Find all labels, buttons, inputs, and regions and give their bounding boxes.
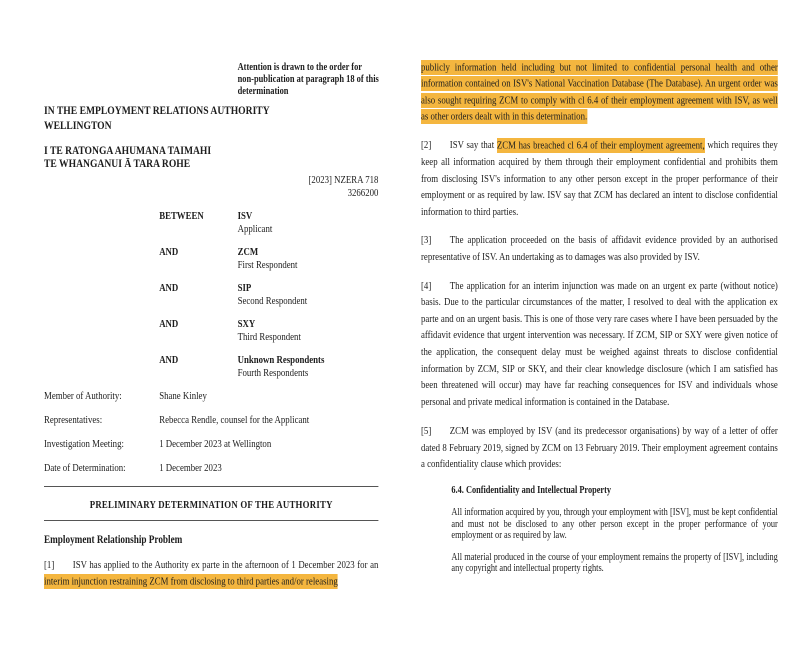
- party-row: [159, 282, 378, 308]
- paragraph-5: [421, 423, 778, 473]
- horizontal-rule: [44, 486, 378, 487]
- paragraph-text: The application proceeded on the basis of affidavit evidence provided by an authorised representative of ISV. An undertaking as to damages was also provided by ISV.: [421, 234, 778, 263]
- paragraph-text: ISV has applied to the Authority ex parte in the afternoon of 1 December 2023 for an: [72, 558, 379, 571]
- detail-row: [44, 390, 378, 403]
- court-heading-line2: WELLINGTON: [44, 117, 112, 132]
- party-role: Second Respondent: [237, 294, 308, 307]
- party-role: Fourth Respondents: [237, 366, 309, 379]
- party-name: Unknown Respondents: [237, 353, 325, 366]
- document-page-right: [421, 59, 778, 585]
- party-value: [238, 282, 308, 308]
- paragraph-2: [421, 137, 778, 220]
- party-name: SIP: [237, 281, 252, 294]
- employment-agreement-quote: [451, 485, 777, 575]
- party-label: AND: [159, 317, 179, 330]
- party-name: ZCM: [237, 245, 259, 258]
- party-row: [159, 246, 378, 272]
- detail-value: Rebecca Rendle, counsel for the Applicant: [159, 413, 310, 426]
- detail-label: Investigation Meeting:: [44, 437, 124, 450]
- case-details: [44, 390, 378, 475]
- paragraph-number: [3]: [421, 234, 432, 247]
- court-heading-line1: IN THE EMPLOYMENT RELATIONS AUTHORITY: [44, 102, 270, 117]
- quote-clause-heading: 6.4. Confidentiality and Intellectual Property: [451, 485, 612, 497]
- maori-heading-line2: TE WHANGANUI Ā TARA ROHE: [44, 156, 191, 171]
- paragraph-text: which requires they keep all information acquired by them through their employment confidential and prohibits them from disclosing ISV's information to any other person except in the proper performance of their employment or as required by law. ISV say that ZCM has declared an intent to disclose confidential information to third parties.: [421, 139, 778, 218]
- party-row: [159, 210, 378, 236]
- citation-block: [44, 174, 378, 200]
- party-value: [238, 354, 325, 380]
- paragraph-1: [44, 557, 378, 590]
- parties-list: [44, 210, 378, 380]
- detail-row: [44, 414, 378, 427]
- party-name: ISV: [237, 209, 253, 222]
- party-name: SXY: [237, 317, 256, 330]
- paragraph-text: ZCM was employed by ISV (and its predecessor organisations) by way of a letter of offer dated 8 February 2019, signed by ZCM on 13 February 2019. Their employment agreement contains a confidentiality clause which provides:: [421, 425, 778, 471]
- quote-paragraph: All material produced in the course of your employment remains the property of [ISV], including any copyright and intellectual property rights.: [451, 551, 778, 575]
- paragraph-number: [1]: [44, 558, 55, 571]
- party-label: AND: [159, 353, 179, 366]
- paragraph-3: [421, 232, 778, 265]
- paragraph-text: ISV say that: [449, 139, 497, 152]
- paragraph-4: [421, 278, 778, 411]
- document-page-left: [44, 62, 378, 590]
- party-role: Third Respondent: [237, 330, 301, 343]
- party-row: [159, 318, 378, 344]
- detail-row: [44, 462, 378, 475]
- party-value: [238, 318, 301, 344]
- maori-heading: [44, 144, 378, 171]
- detail-label: Date of Determination:: [44, 461, 126, 474]
- party-label: BETWEEN: [159, 209, 204, 222]
- detail-label: Representatives:: [44, 413, 103, 426]
- subsection-heading: Employment Relationship Problem: [44, 533, 183, 546]
- case-number: 3266200: [347, 186, 379, 199]
- party-role: First Respondent: [237, 258, 298, 271]
- quote-paragraph: All information acquired by you, through your employment with [ISV], must be kept confidential and must not be disclosed to any other person except in the proper performance of your employment or as required by law.: [451, 507, 778, 542]
- highlight-annotation: publicly information held including but not limited to confidential personal health and other information contained on ISV's National Vaccination Database (The Database). An urgent order was also sought requiring ZCM to comply with cl 6.4 of their employment agreement with ISV, as well as other orders dealt with in this determination.: [421, 61, 778, 123]
- maori-heading-line1: I TE RATONGA AHUMANA TAIMAHI: [44, 142, 212, 157]
- highlight-annotation: interim injunction restraining ZCM from disclosing to third parties and/or releasing: [44, 575, 338, 588]
- party-row: [159, 354, 378, 380]
- paragraph-number: [4]: [421, 279, 432, 292]
- attention-note: Attention is drawn to the order for non-publication at paragraph 18 of this determination: [237, 62, 379, 98]
- paragraph-number: [2]: [421, 139, 432, 152]
- party-value: [238, 210, 273, 236]
- detail-label: Member of Authority:: [44, 389, 122, 402]
- detail-value: Shane Kinley: [159, 389, 207, 402]
- paragraph-number: [5]: [421, 425, 432, 438]
- paragraph-text: The application for an interim injunction was made on an urgent ex parte (without notice) basis. Due to the particular circumstances of the matter, I resolved to deal with the application ex parte and on an urgent basis. This is one of those very rare cases where I have been persuaded by the affidavit evidence that urgent intervention was necessary. If ZCM, SIP or SXY were given notice of the application, the consequent delay must be weighed against threats to disclose confidential information by ZCM, SIP or SKY, and their clear knowledge disclosure (which I am satisfied has been threatened will occur) may have far reaching consequences for ISV and individuals whose personal and private medical information is contained in the Database.: [421, 279, 778, 408]
- neutral-citation: [2023] NZERA 718: [308, 173, 379, 186]
- detail-value: 1 December 2023 at Wellington: [159, 437, 272, 450]
- party-label: AND: [159, 281, 179, 294]
- horizontal-rule: [44, 520, 378, 521]
- determination-heading: PRELIMINARY DETERMINATION OF THE AUTHORITY: [89, 498, 333, 511]
- paragraph-1-continuation: [421, 59, 778, 125]
- detail-value: 1 December 2023: [159, 461, 222, 474]
- party-label: AND: [159, 245, 179, 258]
- party-role: Applicant: [237, 222, 273, 235]
- detail-row: [44, 438, 378, 451]
- party-value: [238, 246, 298, 272]
- court-heading: [44, 103, 378, 133]
- highlight-annotation: ZCM has breached cl 6.4 of their employment agreement,: [496, 139, 705, 152]
